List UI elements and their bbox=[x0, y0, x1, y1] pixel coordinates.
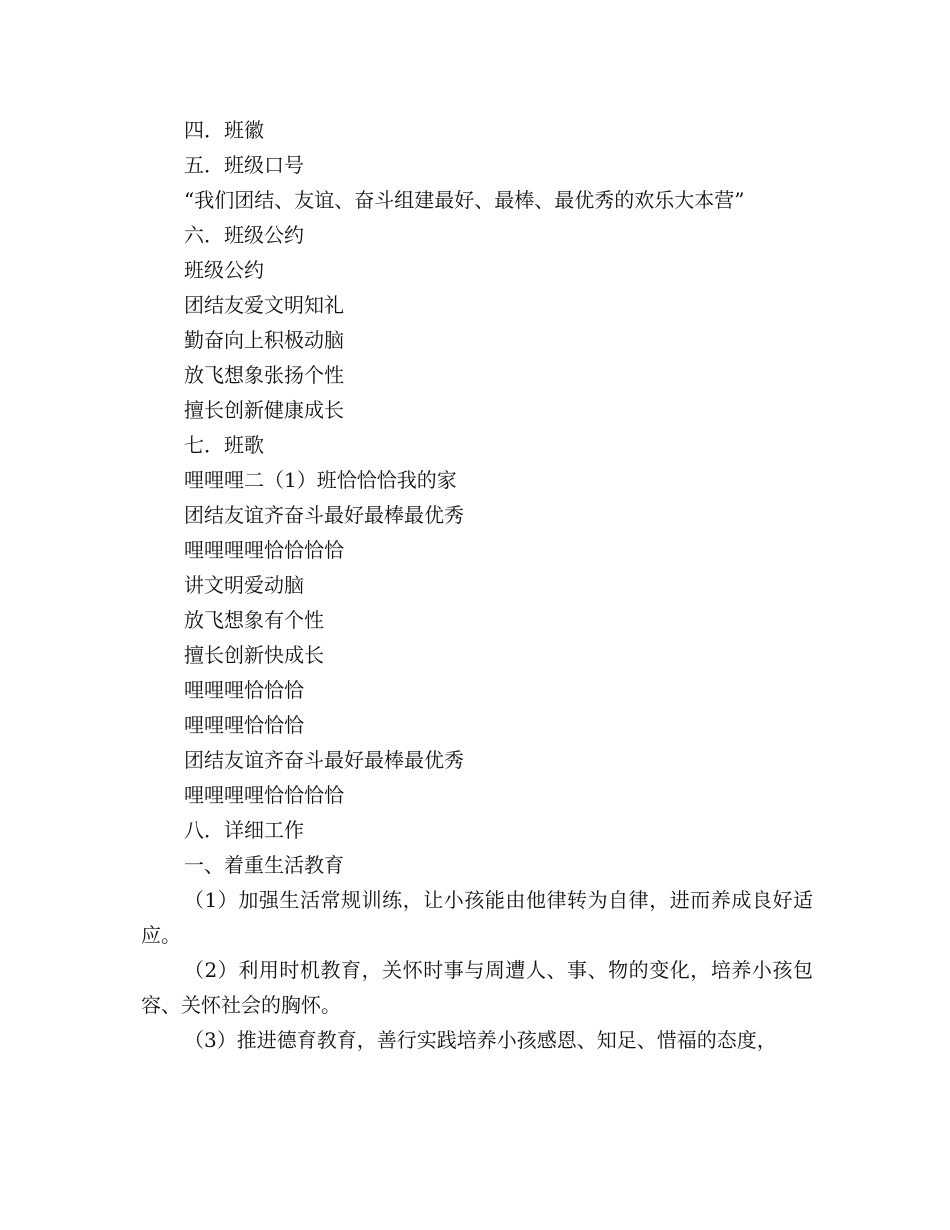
work-item-paragraph: （2）利用时机教育，关怀时事与周遭人、事、物的变化，培养小孩包容、关怀社会的胸怀。 bbox=[141, 958, 813, 1017]
song-lyric-line: 哩哩哩恰恰恰 bbox=[184, 678, 304, 702]
section-heading-slogan: 五．班级口号 bbox=[184, 153, 304, 177]
work-item-paragraph: （3）推进德育教育，善行实践培养小孩感恩、知足、惜福的态度， bbox=[184, 1028, 777, 1052]
song-lyric-line: 哩哩哩哩恰恰恰恰 bbox=[184, 783, 344, 807]
song-lyric-line: 放飞想象有个性 bbox=[184, 608, 324, 632]
song-lyric-line: 团结友谊齐奋斗最好最棒最优秀 bbox=[184, 748, 464, 772]
song-lyric-line: 讲文明爱动脑 bbox=[184, 573, 304, 597]
convention-line: 放飞想象张扬个性 bbox=[184, 363, 344, 387]
work-item-paragraph: （1）加强生活常规训练，让小孩能由他律转为自律，进而养成良好适应。 bbox=[141, 888, 813, 947]
section-heading-badge: 四．班徽 bbox=[184, 118, 264, 142]
song-lyric-line: 哩哩哩哩恰恰恰恰 bbox=[184, 538, 344, 562]
section-heading-work: 八．详细工作 bbox=[184, 818, 304, 842]
song-lyric-line: 哩哩哩恰恰恰 bbox=[184, 713, 304, 737]
convention-line: 勤奋向上积极动脑 bbox=[184, 328, 344, 352]
section-heading-convention: 六．班级公约 bbox=[184, 223, 304, 247]
convention-line: 团结友爱文明知礼 bbox=[184, 293, 344, 317]
section-heading-song: 七．班歌 bbox=[184, 433, 264, 457]
convention-title: 班级公约 bbox=[184, 258, 264, 282]
slogan-text: “我们团结、友谊、奋斗组建最好、最棒、最优秀的欢乐大本营” bbox=[184, 188, 745, 212]
document-body bbox=[141, 113, 813, 1058]
convention-line: 擅长创新健康成长 bbox=[184, 398, 344, 422]
subsection-heading: 一、着重生活教育 bbox=[184, 853, 344, 877]
song-lyric-line: 哩哩哩二（1）班恰恰恰我的家 bbox=[184, 468, 457, 492]
song-lyric-line: 擅长创新快成长 bbox=[184, 643, 324, 667]
song-lyric-line: 团结友谊齐奋斗最好最棒最优秀 bbox=[184, 503, 464, 527]
